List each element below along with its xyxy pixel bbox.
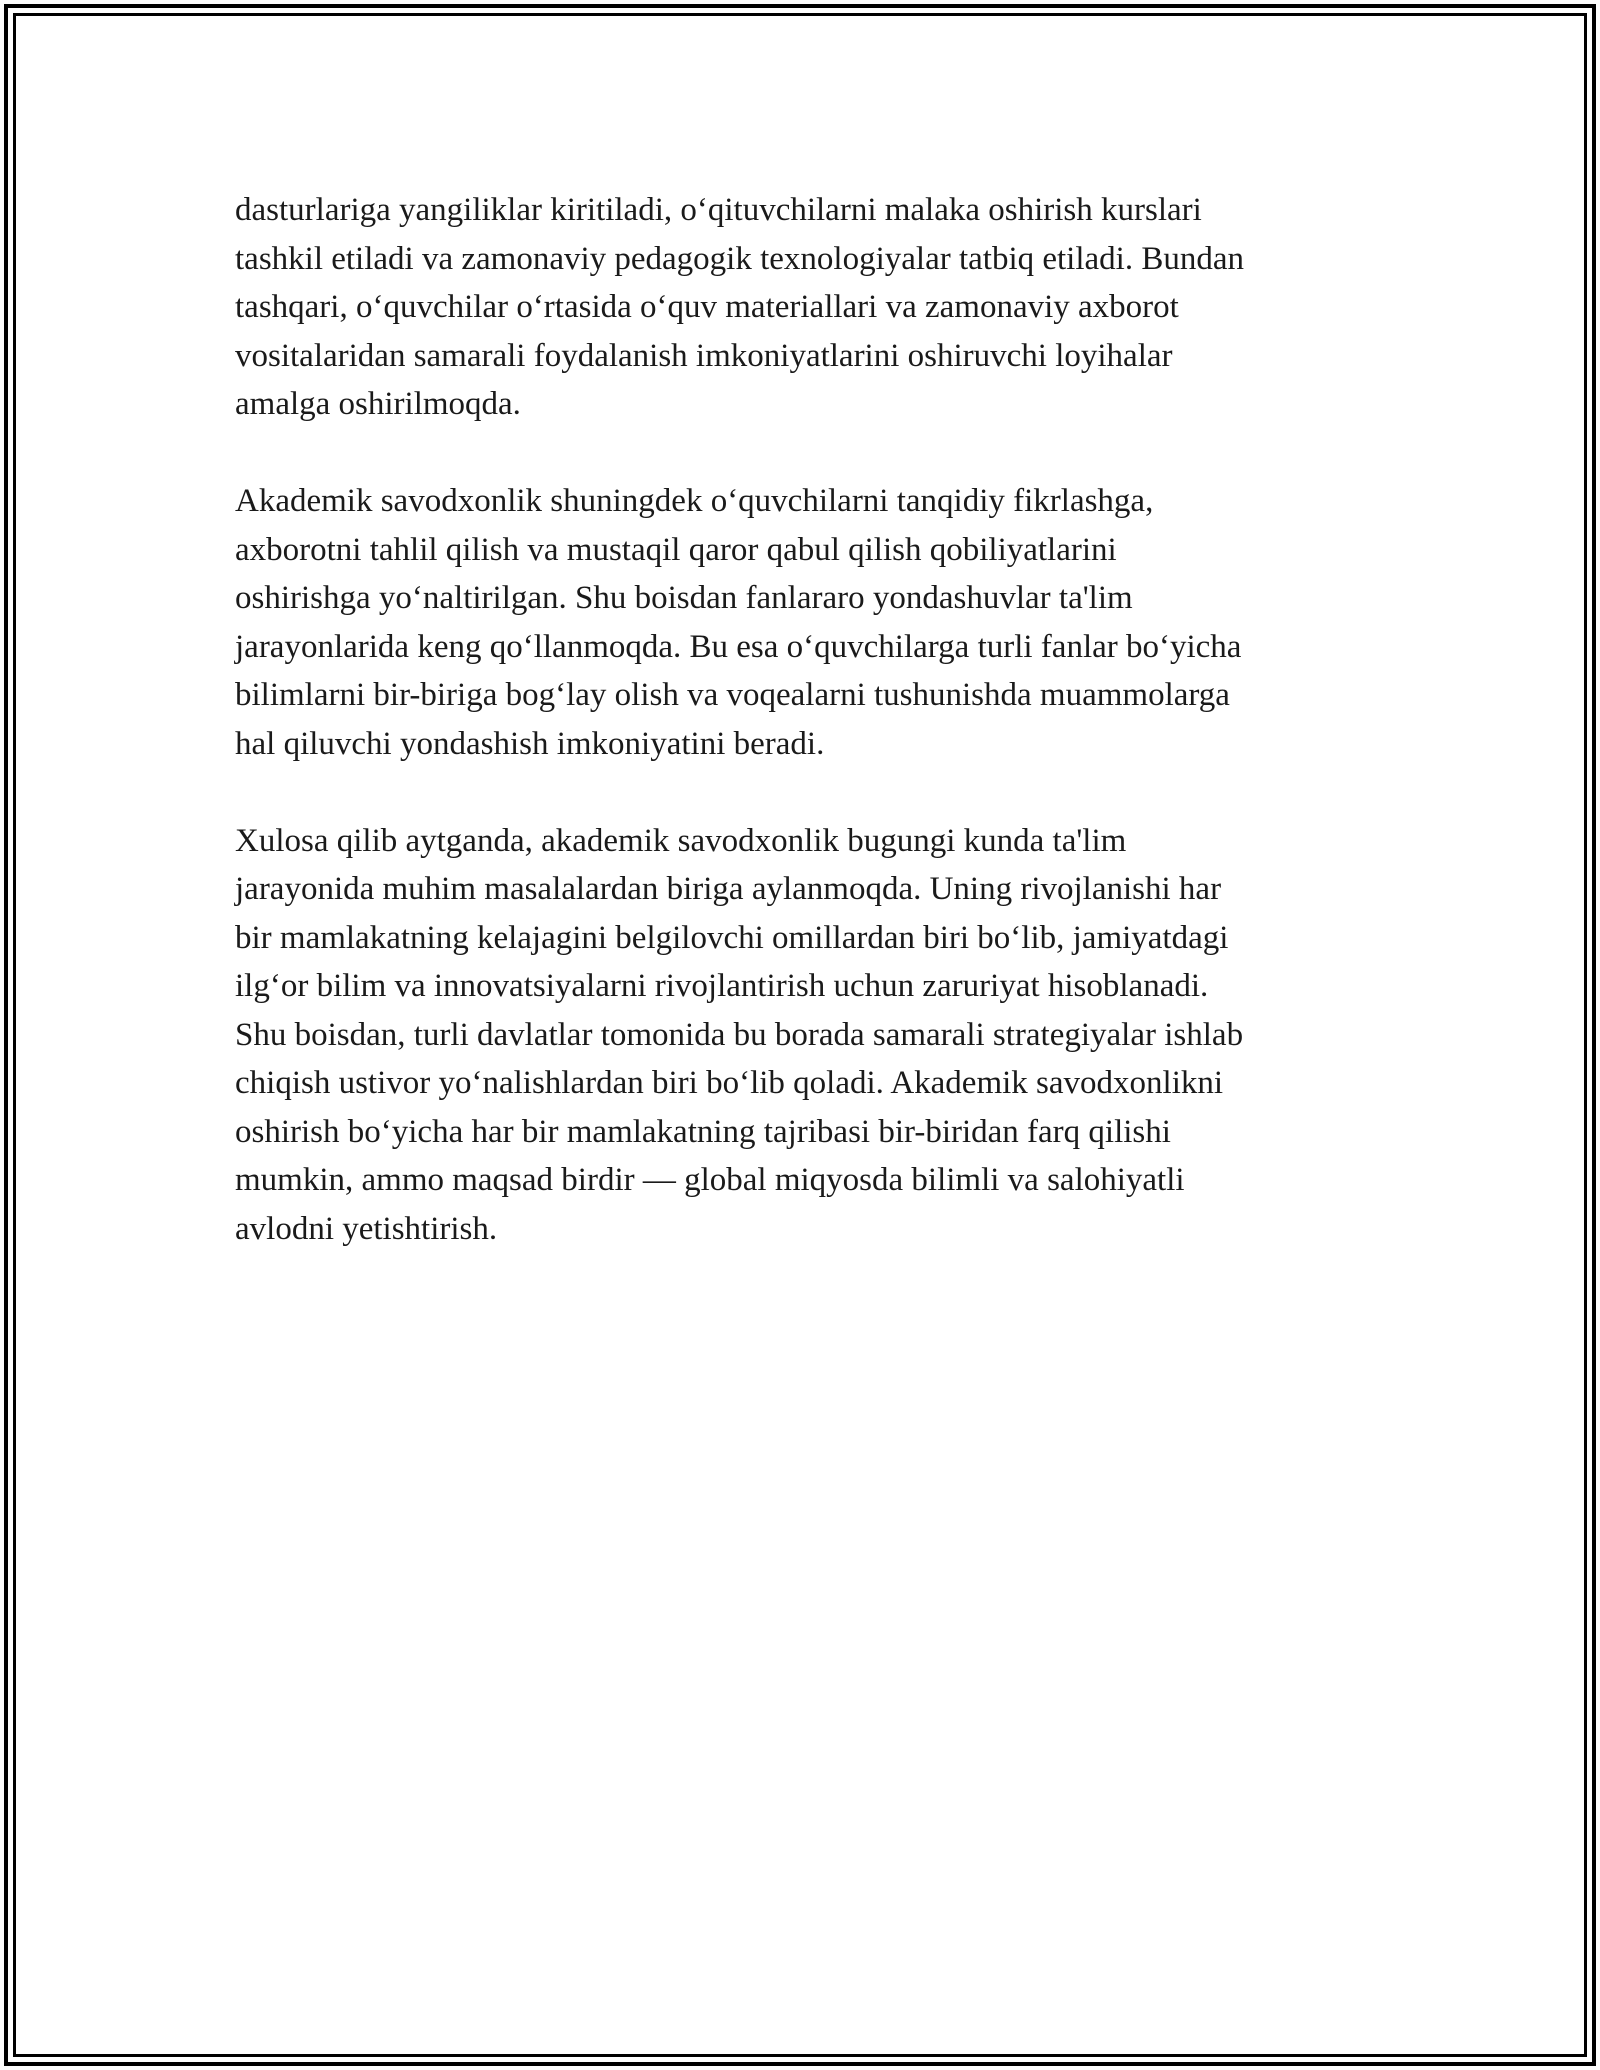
paragraph-1: dasturlariga yangiliklar kiritiladi, o‘qituvchilarni malaka oshirish kurslari tashkil etiladi va zamonaviy pedagogik texnologiyalar tatbiq etiladi. Bundan tashqari, o‘quvchilar o‘rtasida o‘quv materiallari va zamonaviy axborot vositalaridan samarali foydalanish imkoniyatlarini oshiruvchi loyihalar amalga oshirilmoqda.	[235, 192, 1244, 422]
paragraph-3: Xulosa qilib aytganda, akademik savodxonlik bugungi kunda ta'lim jarayonida muhim masalalardan biriga aylanmoqda. Uning rivojlanishi har bir mamlakatning kelajagini belgilovchi omillardan biri bo‘lib, jamiyatdagi ilg‘or bilim va innovatsiyalarni rivojlantirish uchun zaruriyat hisoblanadi. Shu boisdan, turli davlatlar tomonida bu borada samarali strategiyalar ishlab chiqish ustivor yo‘nalishlardan biri bo‘lib qoladi. Akademik savodxonlikni oshirish bo‘yicha har bir mamlakatning tajribasi bir-biridan farq qilishi mumkin, ammo maqsad birdir — global miqyosda bilimli va salohiyatli avlodni yetishtirish.	[235, 822, 1244, 1247]
document-body	[235, 186, 1375, 1302]
paragraph-2: Akademik savodxonlik shuningdek o‘quvchilarni tanqidiy fikrlashga, axborotni tahlil qilish va mustaqil qaror qabul qilish qobiliyatlarini oshirishga yo‘naltirilgan. Shu boisdan fanlararo yondashuvlar ta'lim jarayonlarida keng qo‘llanmoqda. Bu esa o‘quvchilarga turli fanlar bo‘yicha bilimlarni bir-biriga bog‘lay olish va voqealarni tushunishda muammolarga hal qiluvchi yondashish imkoniyatini beradi.	[235, 483, 1242, 762]
